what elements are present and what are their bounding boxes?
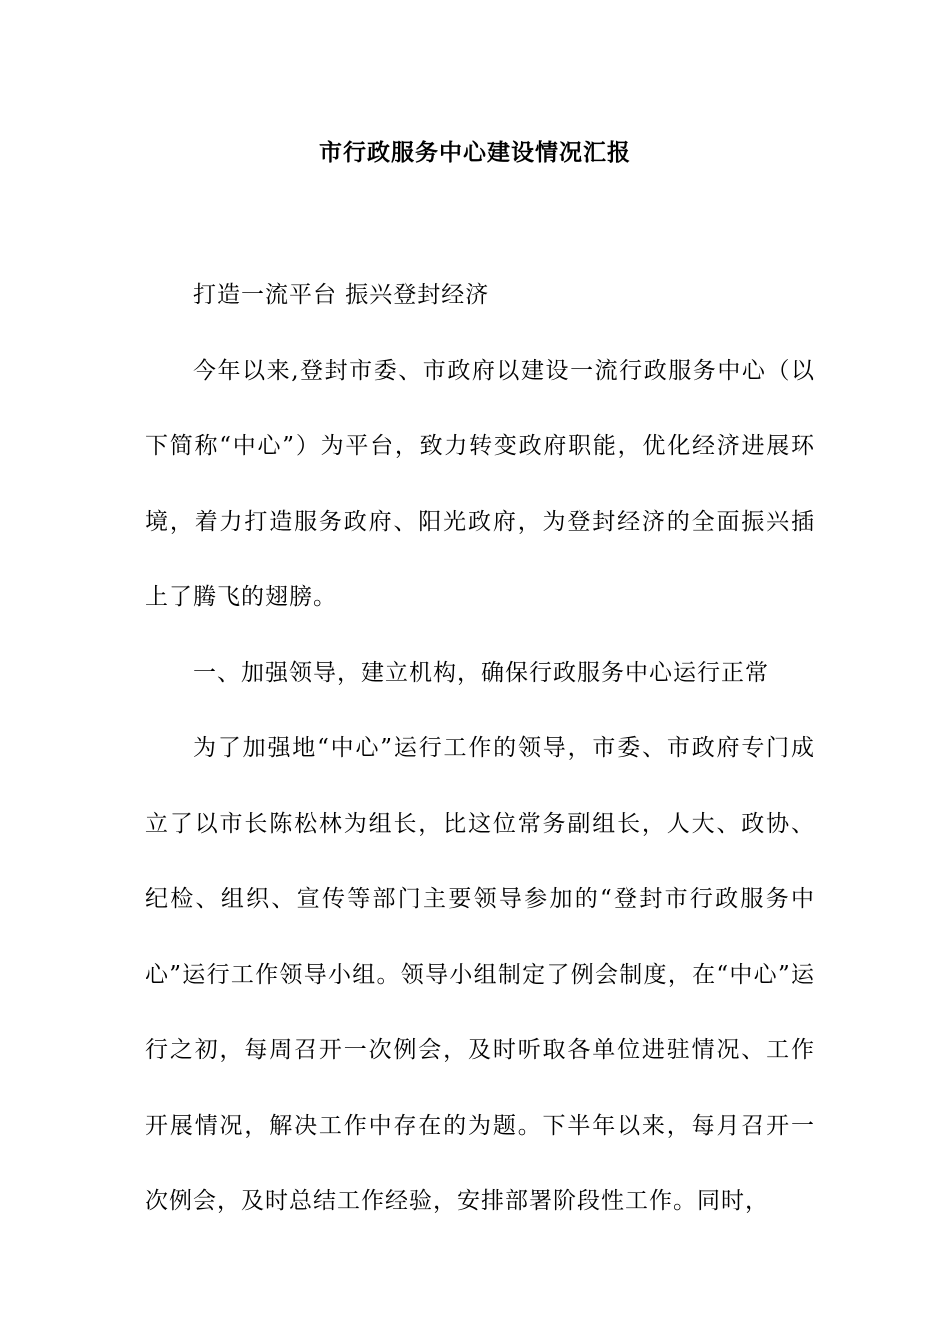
document-body: [145, 258, 815, 1240]
document-title: 市行政服务中心建设情况汇报: [319, 139, 631, 166]
intro-paragraph: 今年以来,登封市委、市政府以建设一流行政服务中心（以下简称“中心”）为平台，致力转变政府职能，优化经济进展环境，着力打造服务政府、阳光政府，为登封经济的全面振兴插上了腾飞的翅膀。: [145, 357, 815, 610]
section-heading: 一、加强领导，建立机构，确保行政服务中心运行正常: [193, 659, 769, 686]
body-paragraph: 为了加强地“中心”运行工作的领导，市委、市政府专门成立了以市长陈松林为组长，比这位常务副组长，人大、政协、纪检、组织、宣传等部门主要领导参加的“登封市行政服务中心”运行工作领导小组。领导小组制定了例会制度，在“中心”运行之初，每周召开一次例会，及时听取各单位进驻情况、工作开展情况，解决工作中存在的为题。下半年以来，每月召开一次例会，及时总结工作经验，安排部署阶段性工作。同时，: [145, 735, 815, 1214]
subtitle-paragraph: 打造一流平台 振兴登封经济: [193, 282, 490, 308]
